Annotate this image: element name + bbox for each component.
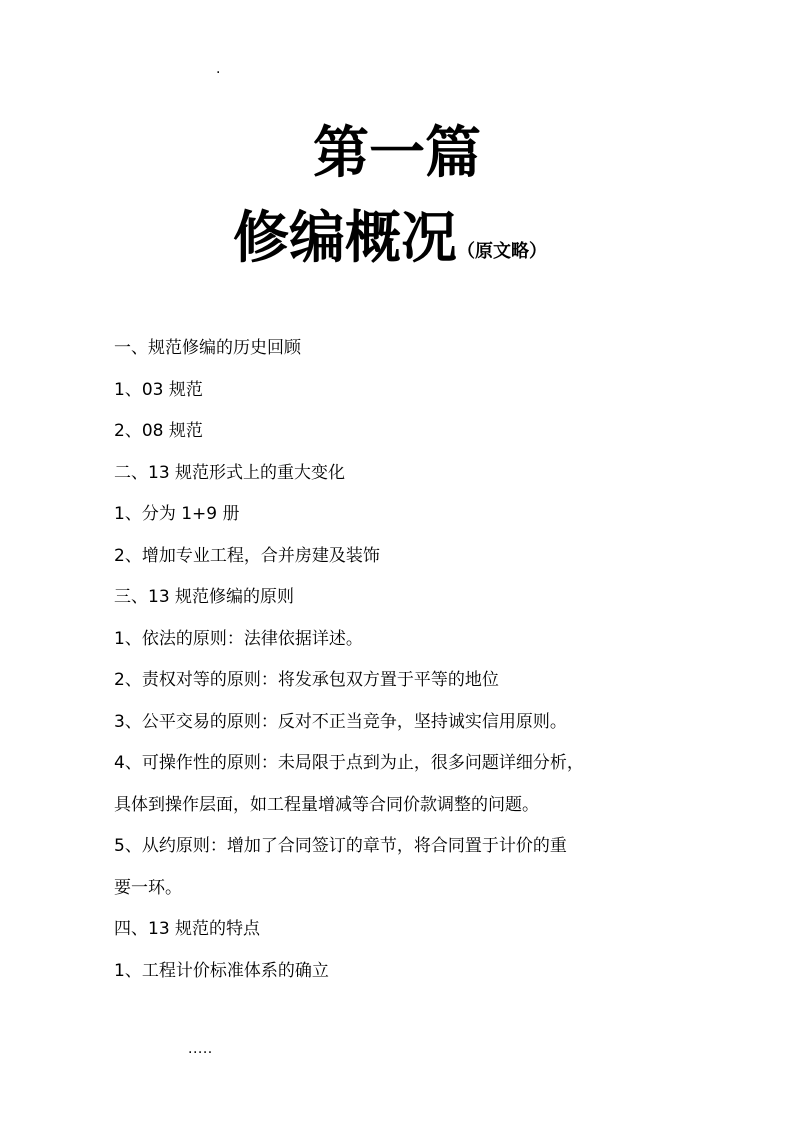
outline-line: 2、责权对等的原则：将发承包双方置于平等的地位 [114,670,499,690]
footer-mark: ..... [188,1041,213,1057]
outline-line: 2、增加专业工程，合并房建及装饰 [114,545,380,566]
part-title: 第一篇 [313,120,481,186]
outline-line: 1、03 规范 [114,379,203,400]
outline-line: 1、工程计价标准体系的确立 [114,960,329,981]
outline-line: 4、可操作性的原则：未局限于点到为止，很多问题详细分析， [114,753,584,773]
outline-line: 三、13 规范修编的原则 [114,587,295,607]
outline-line: 要一环。 [114,877,182,898]
outline-line: 5、从约原则：增加了合同签订的章节，将合同置于计价的重 [114,836,567,856]
outline-line: 1、依法的原则：法律依据详述。 [114,628,363,649]
outline-line: 四、13 规范的特点 [114,919,261,939]
outline-list [114,328,684,992]
outline-line: 具体到操作层面，如工程量增减等合同价款调整的问题。 [114,794,539,815]
section-title [233,205,547,271]
section-title-text: 修编概况 [233,205,457,271]
section-title-note: （原文略） [457,241,547,262]
outline-line: 一、规范修编的历史回顾 [114,338,301,358]
outline-line: 3、公平交易的原则：反对不正当竞争，坚持诚实信用原则。 [114,711,567,732]
outline-line: 1、分为 1+9 册 [114,504,240,524]
header-mark: . [216,61,221,77]
outline-line: 二、13 规范形式上的重大变化 [114,462,346,483]
outline-line: 2、08 规范 [114,421,203,441]
